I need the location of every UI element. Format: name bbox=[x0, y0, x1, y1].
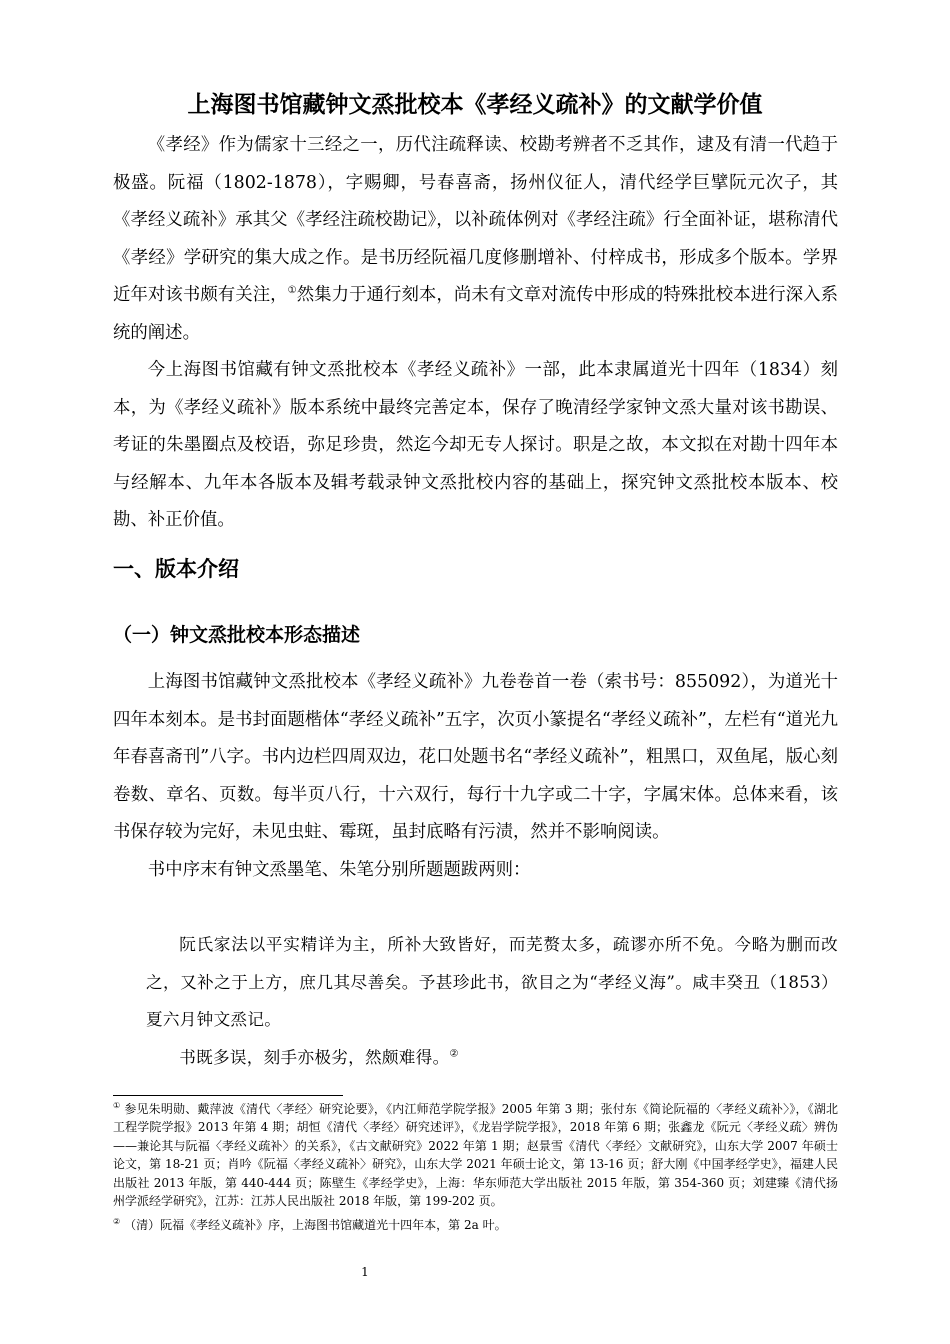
inscription-quote bbox=[146, 926, 838, 1076]
subsection-heading-1: （一）钟文烝批校本形态描述 bbox=[113, 624, 361, 646]
footnote-ref-1[interactable]: ① bbox=[287, 285, 297, 297]
footnote-1 bbox=[113, 1100, 838, 1210]
section-heading-1: 一、版本介绍 bbox=[113, 557, 239, 581]
intro-paragraph-1 bbox=[113, 127, 838, 352]
intro-paragraph-2: 今上海图书馆藏有钟文烝批校本《孝经义疏补》一部，此本隶属道光十四年（1834）刻本，为《孝经义疏补》版本系统中最终完善定本，保存了晚清经学家钟文烝大量对该书勘误、考证的朱墨圈点及校语，弥足珍贵，然迄今却无专人探讨。职是之故，本文拟在对勘十四年本与经解本、九年本各版本及辑考载录钟文烝批校内容的基础上，探究钟文烝批校本版本、校勘、补正价值。 bbox=[113, 360, 838, 530]
footnote-2-text: （清）阮福《孝经义疏补》序，上海图书馆藏道光十四年本，第 2a 叶。 bbox=[124, 1218, 507, 1233]
description-paragraph: 上海图书馆藏钟文烝批校本《孝经义疏补》九卷卷首一卷（索书号：855092），为道光十四年本刻本。是书封面题楷体“孝经义疏补”五字，次页小篆提名“孝经义疏补”，左栏有“道光九年春喜斋刊”八字。书内边栏四周双边，花口处题书名“孝经义疏补”，粗黑口，双鱼尾，版心刻卷数、章名、页数。每半页八行，十六双行，每行十九字或二十字，字属宋体。总体来看，该书保存较为完好，未见虫蛀、霉斑，虽封底略有污渍，然并不影响阅读。 bbox=[113, 672, 838, 842]
footnote-ref-2[interactable]: ② bbox=[449, 1047, 459, 1059]
footnote-1-text: 参见朱明勋、戴萍波《清代〈孝经〉研究论要》，《内江师范学院学报》2005 年第 3 期；张付东《简论阮福的〈孝经义疏补〉》，《湖北工程学院学报》2013 年第 4 期；胡恒《清代〈孝经〉研究述评》，《龙岩学院学报》，2018 年第 6 期；张鑫龙《阮元〈孝经义疏〉辨伪——兼论其与阮福〈孝经义疏补〉的关系》，《古文献研究》2022 年第 1 期；赵景雪《清代〈孝经〉文献研究》，山东大学 2007 年硕士论文，第 18-21 页；肖吟《阮福〈孝经义疏补〉研究》，山东大学 2021 年硕士论文，第 13-16 页；舒大刚《中国孝经学史》，福建人民出版社 2013 年版，第 440-444 页；陈壁生《孝经学史》，上海：华东师范大学出版社 2015 年版，第 354-360 页；刘建臻《清代扬州学派经学研究》，江苏：江苏人民出版社 2018 年版，第 199-202 页。 bbox=[113, 1102, 838, 1209]
subsection-body bbox=[113, 664, 838, 889]
page-title: 上海图书馆藏钟文烝批校本《孝经义疏补》的文献学价值 bbox=[187, 92, 763, 118]
footnote-2 bbox=[113, 1216, 838, 1234]
footnotes bbox=[113, 1100, 838, 1235]
inscription-quote-2-text: 书既多误，刻手亦极劣，然颇难得。 bbox=[179, 1047, 450, 1067]
inscription-quote-2 bbox=[146, 1039, 838, 1077]
footnote-separator bbox=[113, 1095, 343, 1096]
footnote-2-mark: ② bbox=[113, 1217, 121, 1227]
intro-paragraph-1-text-a: 《孝经》作为儒家十三经之一，历代注疏释读、校勘考辨者不乏其作，逮及有清一代趋于极盛。阮福（1802-1878），字赐卿，号春喜斋，扬州仪征人，清代经学巨擘阮元次子，其《孝经义疏补》承其父《孝经注疏校勘记》，以补疏体例对《孝经注疏》行全面补证，堪称清代《孝经》学研究的集大成之作。是书历经阮福几度修删增补、付梓成书，形成多个版本。学界近年对该书颇有关注， bbox=[113, 135, 838, 305]
intro-section bbox=[113, 127, 838, 540]
page-number: 1 bbox=[361, 1265, 369, 1279]
inscription-intro-paragraph: 书中序末有钟文烝墨笔、朱笔分别所题题跋两则： bbox=[147, 859, 531, 880]
intro-paragraph-1-text-b: 然集力于通行刻本，尚未有文章对流传中形成的特殊批校本进行深入系统的阐述。 bbox=[113, 285, 838, 343]
inscription-quote-1: 阮氏家法以平实精详为主，所补大致皆好，而芜赘太多，疏谬亦所不免。今略为删而改之，又补之于上方，庶几其尽善矣。予甚珍此书，欲目之为“孝经义海”。咸丰癸丑（1853）夏六月钟文烝记。 bbox=[146, 935, 838, 1029]
footnote-1-mark: ① bbox=[113, 1101, 121, 1110]
